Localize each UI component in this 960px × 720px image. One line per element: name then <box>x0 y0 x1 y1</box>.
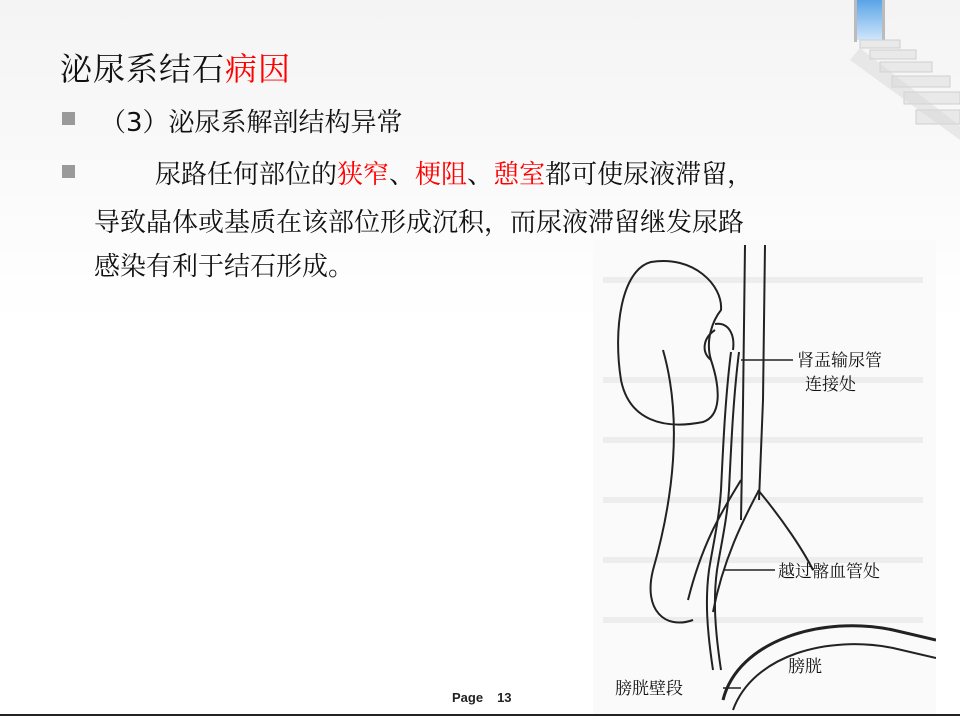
page-number: 13 <box>497 690 512 705</box>
bullet-text-2-line2: 导致晶体或基质在该部位形成沉积，而尿液滞留继发尿路 <box>94 208 745 238</box>
bullet-square-icon <box>62 112 75 125</box>
text-segment: 、 <box>389 160 416 190</box>
label-intramural: 膀胱壁段 <box>615 679 683 699</box>
bullet-text-1: （3）泌尿系解剖结构异常 <box>100 108 403 138</box>
page-label: Page <box>452 690 484 705</box>
highlight-stenosis: 狭窄 <box>337 160 390 190</box>
bladder-outline <box>723 626 936 700</box>
label-upj-1: 肾盂输尿管 <box>797 351 882 371</box>
page-footer <box>452 690 526 705</box>
bullet-text-2-line3: 感染有利于结石形成。 <box>94 252 355 282</box>
slide-title <box>60 44 291 90</box>
ureter-diagram <box>593 240 936 715</box>
footer-rule <box>0 714 960 716</box>
title-main: 泌尿系结石 <box>60 50 226 88</box>
label-upj-2: 连接处 <box>805 375 856 395</box>
staircase-decoration-icon <box>820 0 960 140</box>
text-segment: 、 <box>467 160 494 190</box>
label-bladder: 膀胱 <box>788 657 822 677</box>
highlight-diverticulum: 憩室 <box>493 160 546 190</box>
urinary-tract-figure <box>593 240 936 715</box>
bullet-square-icon <box>62 165 75 178</box>
bullet-text-2-line1 <box>155 154 753 191</box>
text-segment: 都可使尿液滞留， <box>545 160 754 190</box>
label-iliac: 越过髂血管处 <box>778 562 880 582</box>
highlight-obstruction: 梗阻 <box>415 160 468 190</box>
title-highlight: 病因 <box>225 50 292 88</box>
text-segment: 尿路任何部位的 <box>155 160 338 190</box>
